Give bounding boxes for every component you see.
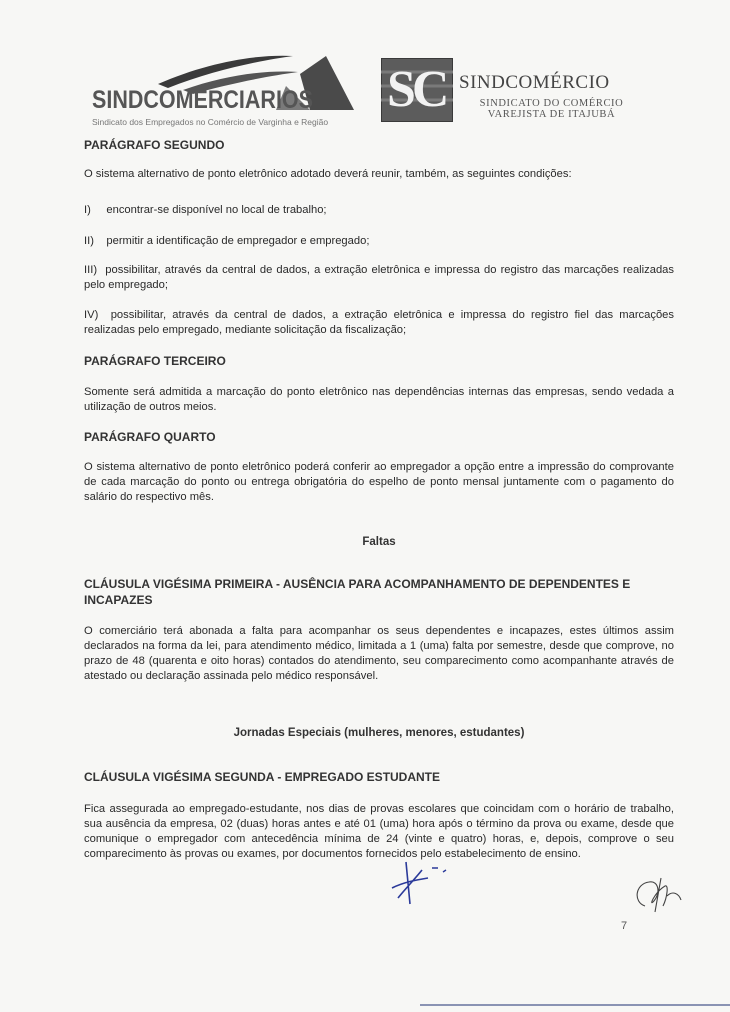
heading-paragrafo-quarto: PARÁGRAFO QUARTO <box>84 430 216 444</box>
left-logo-name: SINDCOMERCIARIOS <box>92 86 313 114</box>
heading-paragrafo-terceiro: PARÁGRAFO TERCEIRO <box>84 354 226 368</box>
sc-mark-letters: SC <box>387 61 446 118</box>
clause-21-text: O comerciário terá abonada a falta para acompanhar os seus dependentes e incapazes, estes últimos assim declarados na forma da lei, para atendimento médico, limitada a 1 (uma) falta por semestre, desde que comprove, no prazo de 48 (quarenta e oito horas) contados do atendimento, seu comparecimento como acompanhante através de atestado ou declaração assinada pelo médico responsável. <box>84 625 674 682</box>
page-number: 7 <box>621 920 628 932</box>
sc-mark-icon <box>381 58 453 122</box>
list-item-2: II) permitir a identificação de empregador e empregado; <box>84 235 370 247</box>
section-title-faltas: Faltas <box>362 536 396 548</box>
initials-signature-icon <box>388 858 458 908</box>
left-logo-subtitle: Sindicato dos Empregados no Comércio de Varginha e Região <box>92 117 329 127</box>
sindcomerciarios-logo <box>88 44 363 134</box>
list-item-4: IV) possibilitar, através da central de dados, a extração eletrônica e impressa do registro fiel das marcações realizadas pelo empregado, mediante solicitação da fiscalização; <box>84 309 678 336</box>
paragraph-condicoes: O sistema alternativo de ponto eletrônico adotado deverá reunir, também, as seguintes condições: <box>84 168 572 180</box>
section-title-jornadas: Jornadas Especiais (mulheres, menores, estudantes) <box>233 727 525 739</box>
list-item-1: I) encontrar-se disponível no local de trabalho; <box>84 204 327 216</box>
right-logo-name: SINDCOMÉRCIO <box>459 72 610 93</box>
list-item-3: III) possibilitar, através da central de dados, a extração eletrônica e impressa do registro das marcações realizadas pelo empregado; <box>84 264 678 291</box>
bottom-edge-line <box>420 1004 730 1006</box>
clause-22-title: CLÁUSULA VIGÉSIMA SEGUNDA - EMPREGADO ESTUDANTE <box>84 770 441 784</box>
heading-paragrafo-segundo: PARÁGRAFO SEGUNDO <box>84 138 225 152</box>
paragraph-quarto: O sistema alternativo de ponto eletrônico poderá conferir ao empregador a opção entre a impressão do comprovante de cada marcação do ponto ou entrega obrigatória do espelho de ponto mensal juntamente com o pagamento do salário do respectivo mês. <box>84 461 674 503</box>
paragraph-terceiro: Somente será admitida a marcação do ponto eletrônico nas dependências internas das empresas, sendo vedada a utilização de outros meios. <box>84 386 674 413</box>
clause-22-text: Fica assegurada ao empregado-estudante, nos dias de provas escolares que coincidam com o horário de trabalho, sua ausência da empresa, 02 (duas) horas antes e até 01 (uma) hora após o término da prova ou exame, desde que comunique o empregador com antecedência mínima de 24 (vinte e quatro) horas, e, depois, comprove o seu comparecimento às provas ou exames, por documentos fornecidos pelo estabelecimento de ensino. <box>84 803 674 860</box>
sindcomercio-logo <box>381 58 641 124</box>
clause-21-title: CLÁUSULA VIGÉSIMA PRIMEIRA - AUSÊNCIA PARA ACOMPANHAMENTO DE DEPENDENTES E INCAPAZES <box>84 577 631 607</box>
right-logo-subtitle-1: SINDICATO DO COMÉRCIO <box>479 98 624 109</box>
rubric-signature-icon <box>625 872 685 918</box>
right-logo-subtitle-2: VAREJISTA DE ITAJUBÁ <box>487 109 616 120</box>
